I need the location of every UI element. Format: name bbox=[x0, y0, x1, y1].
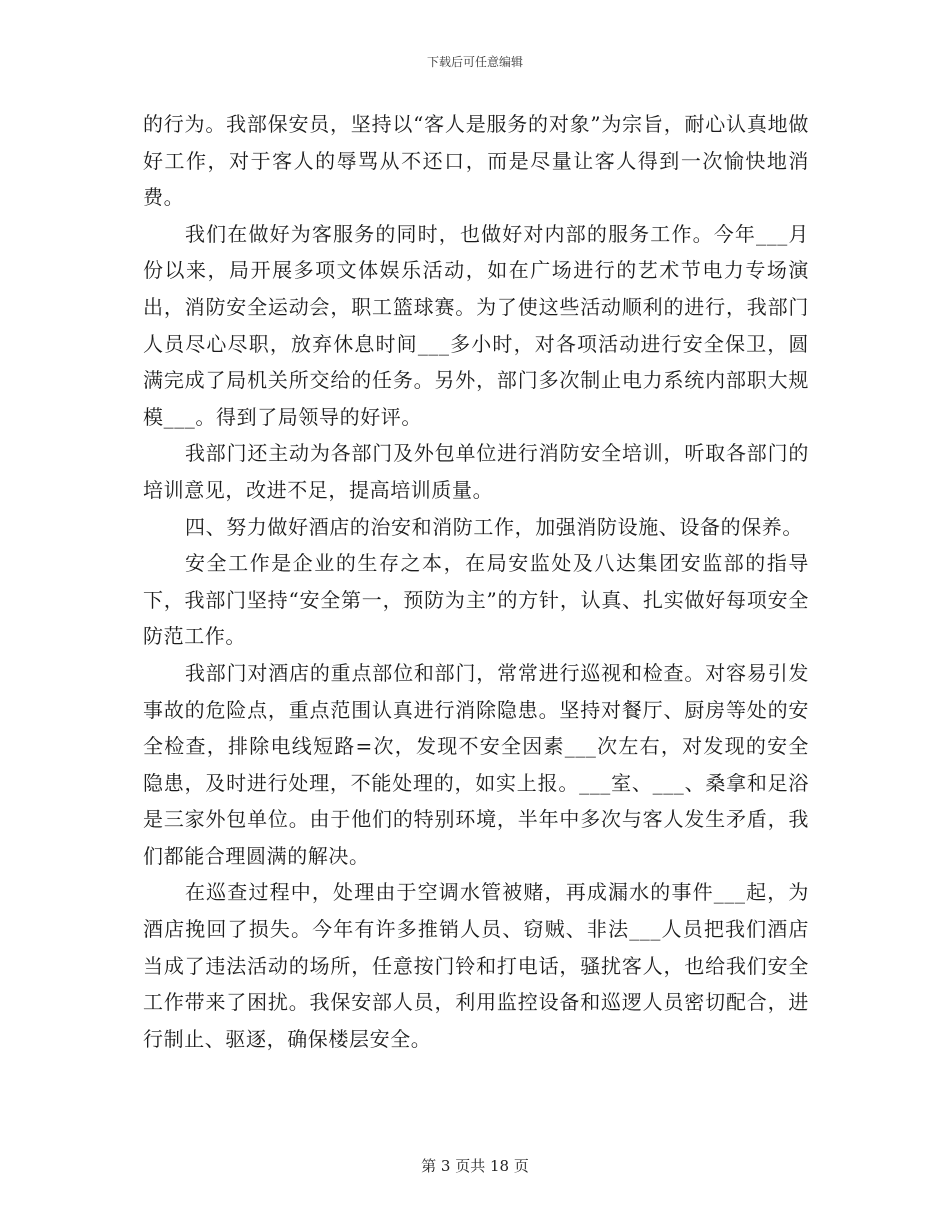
page-header: 下载后可任意编辑 bbox=[426, 55, 523, 69]
paragraph-inspection: 我部门对酒店的重点部位和部门，常常进行巡视和检查。对容易引发事故的危险点，重点范围认真进行消除隐患。坚持对餐厅、厨房等处的安全检查，排除电线短路=次，发现不安全因素___次左右，对发现的安全隐患，及时进行处理，不能处理的，如实上报。___室、___、桑拿和足浴是三家外包单位。由于他们的特别环境，半年中多次与客人发生矛盾，我们都能合理圆满的解决。 bbox=[143, 660, 809, 868]
paragraph-internal-service: 我们在做好为客服务的同时，也做好对内部的服务工作。今年___月份以来，局开展多项文体娱乐活动，如在广场进行的艺术节电力专场演出，消防安全运动会，职工篮球赛。为了使这些活动顺利的进行，我部门人员尽心尽职，放弃休息时间___多小时，对各项活动进行安全保卫，圆满完成了局机关所交给的任务。另外，部门多次制止电力系统内部职大规模___。得到了局领导的好评。 bbox=[143, 221, 809, 429]
paragraph-patrol: 在巡查过程中，处理由于空调水管被赌，再成漏水的事件___起，为酒店挽回了损失。今年有许多推销人员、窃贼、非法___人员把我们酒店当成了违法活动的场所，任意按门铃和打电话，骚扰客人，也给我们安全工作带来了困扰。我保安部人员，利用监控设备和巡逻人员密切配合，进行制止、驱逐，确保楼层安全。 bbox=[143, 880, 809, 1051]
paragraph-continuation: 的行为。我部保安员，坚持以“客人是服务的对象”为宗旨，耐心认真地做好工作，对于客人的辱骂从不还口，而是尽量让客人得到一次愉快地消费。 bbox=[143, 112, 809, 210]
section-heading-four: 四、努力做好酒店的治安和消防工作，加强消防设施、设备的保养。 bbox=[185, 514, 803, 539]
document-body bbox=[143, 106, 809, 1057]
paragraph-safety-policy: 安全工作是企业的生存之本，在局安监处及八达集团安监部的指导下，我部门坚持“安全第一，预防为主”的方针，认真、扎实做好每项安全防范工作。 bbox=[143, 551, 809, 649]
paragraph-fire-training: 我部门还主动为各部门及外包单位进行消防安全培训，听取各部门的培训意见，改进不足，提高培训质量。 bbox=[143, 441, 809, 502]
page-footer: 第 3 页共 18 页 bbox=[421, 1157, 529, 1175]
